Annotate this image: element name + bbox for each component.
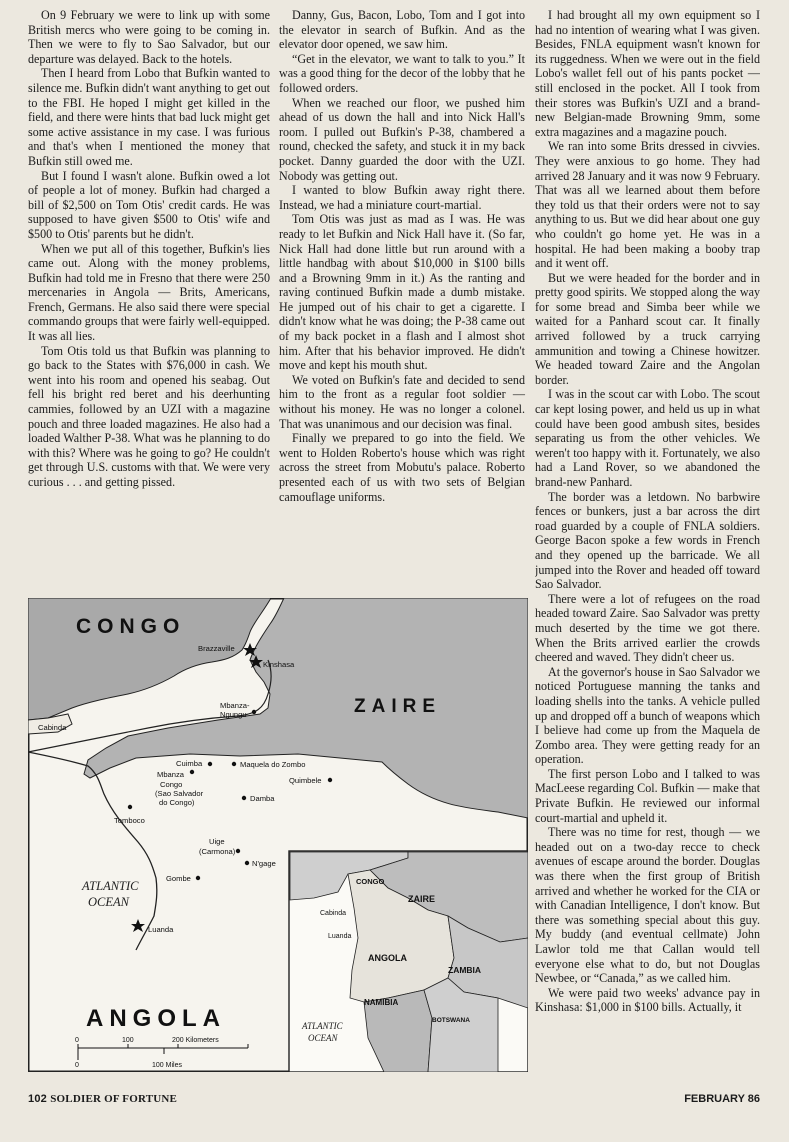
publication-name: SOLDIER OF FORTUNE	[50, 1093, 178, 1105]
tomboco-dot	[128, 805, 132, 809]
maquela-dot	[232, 762, 236, 766]
uige-dot	[236, 849, 240, 853]
label-cuimba: Cuimba	[176, 759, 203, 768]
label-angola: ANGOLA	[86, 1005, 226, 1032]
label-congo: CONGO	[76, 615, 186, 638]
page-folio	[28, 1093, 177, 1105]
label-mbanza-ngungu-1: Mbanza-	[220, 701, 250, 710]
label-mbanza-ngungu-2: Ngungu	[220, 710, 247, 719]
inset-label-luanda: Luanda	[328, 933, 352, 940]
paragraph: “Get in the elevator, we want to talk to you.” It was a good thing for the decor of the lobby that he followed orders.	[279, 51, 525, 95]
cuimba-dot	[208, 762, 212, 766]
mbanza-ngungu-dot	[252, 710, 256, 714]
angola-region-map	[28, 598, 528, 1072]
label-zaire: ZAIRE	[354, 696, 441, 717]
inset-label-botswana: BOTSWANA	[432, 1017, 470, 1024]
paragraph: But I found I wasn't alone. Bufkin owed a lot of people a lot of money. Bufkin had charged a bill of $2,500 on Tom Otis' credit cards. He was supposed to have given $500 to Otis' wife and $500 to Otis' parents but he didn't.	[28, 168, 270, 241]
label-gombe: Gombe	[166, 874, 191, 883]
ngage-dot	[245, 861, 249, 865]
paragraph: There were a lot of refugees on the road headed toward Zaire. Sao Salvador was pretty much deserted by the time we got there. When the Brits arrived earlier the crowds cheered and waved. They didn't cheer us.	[535, 591, 760, 665]
label-maquela: Maquela do Zombo	[240, 760, 306, 769]
article-column-2	[279, 8, 525, 504]
label-mbanza-congo-3: (Sao Salvador	[155, 789, 204, 798]
inset-label-namibia: NAMIBIA	[364, 998, 399, 1007]
label-ocean-1: ATLANTIC	[82, 879, 139, 893]
paragraph: Tom Otis told us that Bufkin was planning to go back to the States with $76,000 in cash. We went into his room and opened his seabag. Out fell his bright red beret and his deerhunting cammies, followed by an UZI with a magazine pouch and three loaded magazines. He also had a loaded Walther P-38. What was he planning to do with this? Where was he going to go? He couldn't get through U.S. customs with that. We were very curious . . . and getting pissed.	[28, 343, 270, 489]
label-tomboco: Tomboco	[114, 816, 145, 825]
mbanza-congo-dot	[190, 770, 194, 774]
issue-date: FEBRUARY 86	[684, 1093, 760, 1105]
paragraph: At the governor's house in Sao Salvador we noticed Portuguese manning the tanks and loading shells into the tanks. A vehicle pulled up and dropped off a bunch of weapons which I believe had come up from the Maquela de Zombo area. They were getting ready for an operation.	[535, 664, 760, 767]
paragraph: Danny, Gus, Bacon, Lobo, Tom and I got into the elevator in search of Bufkin. And as the elevator door opened, we saw him.	[279, 8, 525, 52]
paragraph: When we put all of this together, Bufkin's lies came out. Along with the money problems, Bufkin had told me in Fresno that there were 250 mercenaries in Angola — Brits, Americans, French, Germans. He also said there were special commando groups that were fairly well-equipped. It was all lies.	[28, 241, 270, 344]
label-cabinda: Cabinda	[38, 723, 67, 732]
paragraph: I wanted to blow Bufkin away right there. Instead, we had a miniature court-martial.	[279, 183, 525, 212]
article-column-1	[28, 8, 270, 490]
inset-label-congo: CONGO	[356, 877, 385, 886]
paragraph: The border was a letdown. No barbwire fences or bunkers, just a bar across the dirt road guarded by a couple of FNLA soldiers. George Bacon spoke a few words in French and they opened up the barricade. We all jumped into the Rover and headed off toward Sao Salvador.	[535, 489, 760, 592]
paragraph: Then I heard from Lobo that Bufkin wanted to silence me. Bufkin didn't want anything to get out to the FBI. He hoped I might get killed in the field, and there were hints that bad luck might get some active assistance in my case. I was furious and that's when I mentioned the money that Bufkin still owed me.	[28, 66, 270, 168]
label-ocean-2: OCEAN	[88, 895, 129, 909]
label-uige-2: (Carmona)	[199, 847, 236, 856]
paragraph: We voted on Bufkin's fate and decided to send him to the front as a regular foot soldier — without his money. He was no longer a colonel. That was unanimous and our decision was final.	[279, 372, 525, 431]
scale-bottom-100mi: 100 Miles	[152, 1062, 182, 1069]
paragraph: Tom Otis was just as mad as I was. He was ready to let Bufkin and Nick Hall have it. (So far, Nick Hall had done little but run around with a little handbag with about $10,000 in $100 bills and a Browning 9mm in it.) As the ranting and raving continued Bufkin made a dumb mistake. He jumped out of his chair to get a cigarette. I didn't know what he was doing; the P-38 came out of my back pocket in a flash and I almost shot him. After that his behavior improved. He didn't move and kept his mouth shut.	[279, 212, 525, 373]
label-luanda: Luanda	[148, 925, 174, 934]
paragraph: The first person Lobo and I talked to was MacLeese regarding Col. Bufkin — make that Private Bufkin. He reviewed our informal court-martial and upheld it.	[535, 766, 760, 825]
label-mbanza-congo-2: Congo	[160, 780, 183, 789]
label-brazzaville: Brazzaville	[198, 644, 235, 653]
scale-bottom-0: 0	[75, 1062, 79, 1069]
label-damba: Damba	[250, 794, 275, 803]
inset-label-cabinda: Cabinda	[320, 910, 347, 917]
inset-label-angola: ANGOLA	[368, 953, 407, 963]
label-kinshasa: Kinshasa	[263, 660, 295, 669]
label-mbanza-congo-4: do Congo)	[159, 798, 195, 807]
page-number: 102	[28, 1093, 47, 1105]
scale-top-100: 100	[122, 1037, 134, 1044]
damba-dot	[242, 796, 246, 800]
scale-top-200km: 200 Kilometers	[172, 1037, 219, 1044]
label-mbanza-congo-1: Mbanza	[157, 770, 185, 779]
inset-label-zaire: ZAIRE	[408, 894, 435, 904]
label-ngage: N'gage	[252, 859, 276, 868]
scale-top-0: 0	[75, 1037, 79, 1044]
inset-label-ocean-1: ATLANTIC	[302, 1021, 343, 1031]
gombe-dot	[196, 876, 200, 880]
paragraph: Finally we prepared to go into the field. We went to Holden Roberto's house which was right across the street from Mobutu's palace. Roberto presented each of us with two sets of Belgian camouflage uniforms.	[279, 431, 525, 504]
paragraph: We were paid two weeks' advance pay in Kinshasa: $1,000 in $100 bills. Actually, it	[535, 985, 760, 1015]
quimbele-dot	[328, 778, 332, 782]
inset-label-zambia: ZAMBIA	[448, 965, 482, 975]
article-column-3	[535, 8, 760, 1086]
paragraph: I was in the scout car with Lobo. The scout car kept losing power, and held us up in what could have been good ambush sites, besides separating us from the other vehicles. We weren't too happy with it. Fortunately, we also had a Land Rover, so we abandoned the brand-new Panhard.	[535, 387, 760, 489]
label-uige-1: Uige	[209, 837, 225, 846]
paragraph: We ran into some Brits dressed in civvies. They were anxious to go home. They had arrived 28 January and it was now 9 February. That was all we learned about them before they told us that their orders were not to say anything to us. But we did hear about one guy who couldn't go home yet. He was in a hospital. He had been making a booby trap and it went off.	[535, 139, 760, 271]
paragraph: But we were headed for the border and in pretty good spirits. We stopped along the way for some bread and Simba beer while we waited for a Panhard scout car. It finally arrived followed by a truck carrying ammunition and towing a Chinese howitzer. We headed toward Zaire and the Angolan border.	[535, 270, 760, 387]
inset-label-ocean-2: OCEAN	[308, 1033, 338, 1043]
page-footer	[28, 1093, 760, 1109]
paragraph: On 9 February we were to link up with some British mercs who were going to be coming in. Then we were to fly to Sao Salvador, but our departure was delayed. Back to the hotels.	[28, 8, 270, 66]
label-quimbele: Quimbele	[289, 776, 322, 785]
paragraph: I had brought all my own equipment so I had no intention of wearing what I was given. Besides, FNLA equipment wasn't known for its ruggedness. When we were out in the field Lobo's wallet fell out of his pants pocket — still enclosed in the pocket. All I took from their stores was Bufkin's UZI and a brand-new Belgian-made Browning 9mm, some extra magazines and a magazine pouch.	[535, 8, 760, 139]
paragraph: When we reached our floor, we pushed him ahead of us down the hall and into Nick Hall's room. I pulled out Bufkin's P-38, chambered a round, checked the safety, and stuck it in my back pocket. Danny guarded the door with the UZI. Nobody was getting out.	[279, 95, 525, 183]
paragraph: There was no time for rest, though — we headed out on a two-day recce to check avenues of escape around the border. Douglas was there when the first group of British arrived and whether he worked for the CIA or with Canadian Intelligence, I don't know. But there was something special about this guy. My buddy (and eventual cellmate) John Lawlor told me that Callan would tell everyone else what to do, but not Douglas Newbee, or “Canada,” as we called him.	[535, 825, 760, 986]
